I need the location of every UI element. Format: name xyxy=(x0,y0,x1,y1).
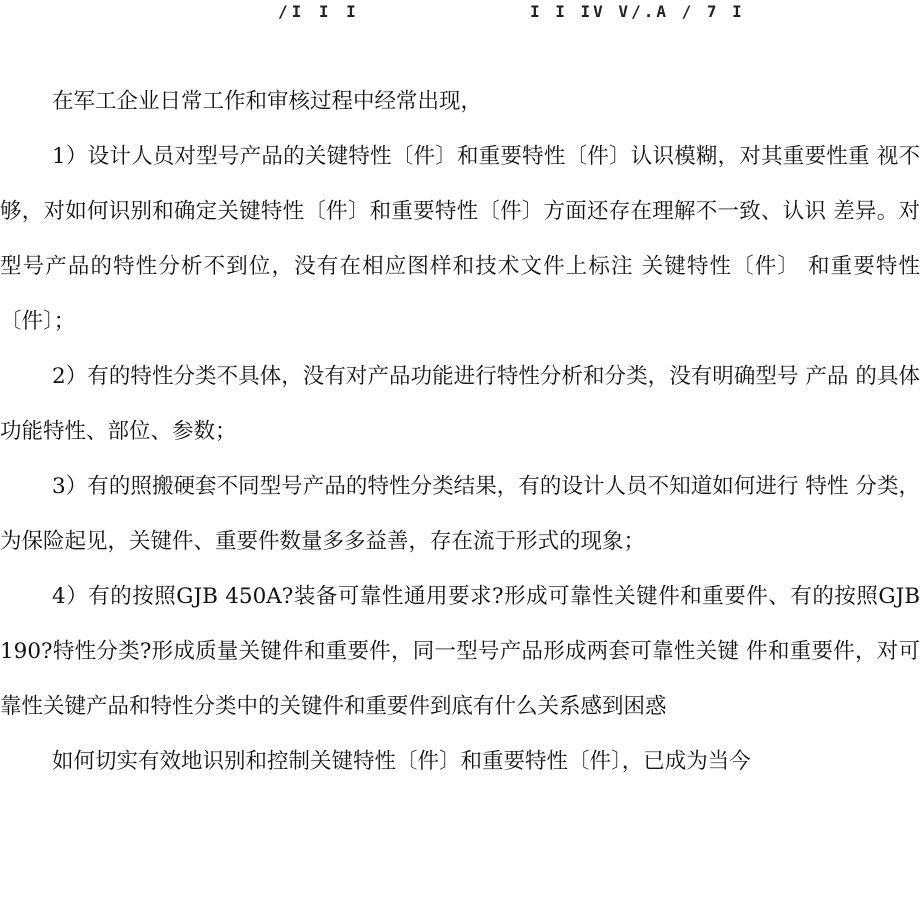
item-2-paragraph: 2）有的特性分类不具体，没有对产品功能进行特性分析和分类，没有明确型号 产品 的具体功能特性、部位、参数； xyxy=(0,364,920,444)
header-right-text: I I IV V/.A / 7 I xyxy=(530,2,745,21)
page-header xyxy=(0,0,920,30)
closing-paragraph: 如何切实有效地识别和控制关键特性〔件〕和重要特性〔件〕，已成为当今 xyxy=(52,749,751,774)
item-4-paragraph: 4）有的按照GJB 450A?装备可靠性通用要求?形成可靠性关键件和重要件、有的按照GJB 190?特性分类?形成质量关键件和重要件，同一型号产品形成两套可靠性关键 件和重要件，对可靠性关键产品和特性分类中的关键件和重要件到底有什么关系感到困惑 xyxy=(0,584,920,719)
header-left-text: /I I I xyxy=(278,2,360,21)
intro-paragraph: 在军工企业日常工作和审核过程中经常出现， xyxy=(52,89,483,114)
item-3-paragraph: 3）有的照搬硬套不同型号产品的特性分类结果，有的设计人员不知道如何进行 特性 分类，为保险起见，关键件、重要件数量多多益善，存在流于形式的现象； xyxy=(0,474,920,554)
document-body xyxy=(0,74,920,789)
item-1-paragraph: 1）设计人员对型号产品的关键特性〔件〕和重要特性〔件〕认识模糊，对其重要性重 视不够，对如何识别和确定关键特性〔件〕和重要特性〔件〕方面还存在理解不一致、认识 差异。对型号产品的特性分析不到位，没有在相应图样和技术文件上标注 关键特性〔件〕 和重要特性〔件〕； xyxy=(0,144,920,334)
